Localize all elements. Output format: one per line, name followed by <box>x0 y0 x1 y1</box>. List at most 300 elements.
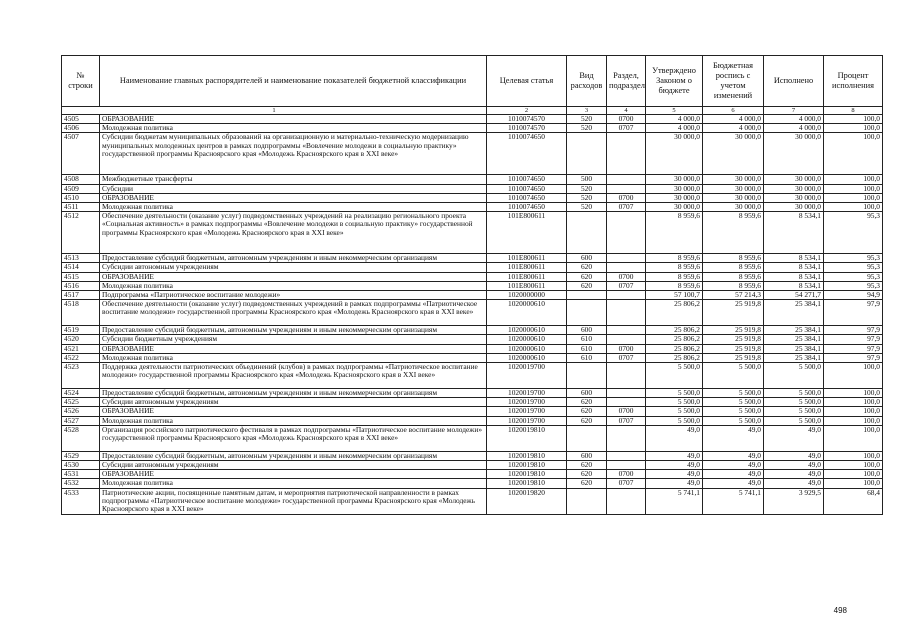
table-row <box>62 416 883 425</box>
execution-percent: 97,9 <box>824 335 883 344</box>
executed-amount: 3 929,5 <box>764 488 824 514</box>
table-row <box>62 407 883 416</box>
executed-amount: 49,0 <box>764 470 824 479</box>
table-row <box>62 212 883 254</box>
expense-type: 620 <box>567 407 607 416</box>
target-article: 1020019700 <box>487 363 567 389</box>
expense-type: 620 <box>567 398 607 407</box>
execution-percent: 100,0 <box>824 451 883 460</box>
approved-amount: 49,0 <box>646 470 703 479</box>
row-name: Субсидии бюджетным учреждениям <box>100 335 487 344</box>
target-article: 1020019700 <box>487 389 567 398</box>
schedule-amount: 25 919,8 <box>703 344 764 353</box>
row-name: ОБРАЗОВАНИЕ <box>100 272 487 281</box>
executed-amount: 5 500,0 <box>764 407 824 416</box>
schedule-amount: 30 000,0 <box>703 175 764 184</box>
row-name: ОБРАЗОВАНИЕ <box>100 115 487 124</box>
approved-amount: 30 000,0 <box>646 193 703 202</box>
expense-type: 600 <box>567 389 607 398</box>
schedule-amount: 5 500,0 <box>703 416 764 425</box>
section-code: 0700 <box>607 115 646 124</box>
schedule-amount: 49,0 <box>703 461 764 470</box>
row-name: ОБРАЗОВАНИЕ <box>100 470 487 479</box>
executed-amount: 4 000,0 <box>764 124 824 133</box>
execution-percent: 97,9 <box>824 353 883 362</box>
row-name: Предоставление субсидий бюджетным, автономным учреждениям и иным некоммерческим организациям <box>100 326 487 335</box>
execution-percent: 95,3 <box>824 263 883 272</box>
expense-type: 620 <box>567 416 607 425</box>
row-name: Субсидии автономным учреждениям <box>100 398 487 407</box>
page-number: 498 <box>833 606 847 615</box>
target-article: 1020000610 <box>487 344 567 353</box>
row-name: Обеспечение деятельности (оказание услуг) подведомственных учреждений в рамках подпрограммы «Патриотическое воспитание молодежи» государственной программы Красноярского края «Молодежь Красноярского края в XXI веке» <box>100 300 487 326</box>
expense-type: 520 <box>567 115 607 124</box>
execution-percent: 100,0 <box>824 363 883 389</box>
column-number: 4 <box>607 107 646 115</box>
target-article: 1020019700 <box>487 407 567 416</box>
table-row <box>62 300 883 326</box>
executed-amount: 25 384,1 <box>764 300 824 326</box>
target-article: 1020019700 <box>487 416 567 425</box>
expense-type: 610 <box>567 353 607 362</box>
schedule-amount: 30 000,0 <box>703 184 764 193</box>
execution-percent: 100,0 <box>824 425 883 451</box>
row-number: 4530 <box>62 461 100 470</box>
schedule-amount: 25 919,8 <box>703 335 764 344</box>
schedule-amount: 8 959,6 <box>703 263 764 272</box>
schedule-amount: 25 919,8 <box>703 353 764 362</box>
approved-amount: 5 500,0 <box>646 398 703 407</box>
executed-amount: 30 000,0 <box>764 184 824 193</box>
row-name: Межбюджетные трансферты <box>100 175 487 184</box>
executed-amount: 5 500,0 <box>764 389 824 398</box>
table-row <box>62 488 883 514</box>
expense-type: 620 <box>567 470 607 479</box>
execution-percent: 100,0 <box>824 416 883 425</box>
approved-amount: 8 959,6 <box>646 272 703 281</box>
section-code: 0700 <box>607 193 646 202</box>
execution-percent: 100,0 <box>824 470 883 479</box>
schedule-amount: 5 500,0 <box>703 363 764 389</box>
executed-amount: 30 000,0 <box>764 203 824 212</box>
target-article: 101E800611 <box>487 272 567 281</box>
section-code <box>607 335 646 344</box>
table-row <box>62 184 883 193</box>
approved-amount: 49,0 <box>646 451 703 460</box>
execution-percent: 95,3 <box>824 281 883 290</box>
expense-type: 620 <box>567 272 607 281</box>
approved-amount: 25 806,2 <box>646 335 703 344</box>
expense-type: 500 <box>567 175 607 184</box>
section-code <box>607 461 646 470</box>
target-article: 101E800611 <box>487 254 567 263</box>
row-number: 4511 <box>62 203 100 212</box>
schedule-amount: 57 214,3 <box>703 291 764 300</box>
approved-amount: 5 500,0 <box>646 416 703 425</box>
section-code <box>607 300 646 326</box>
executed-amount: 30 000,0 <box>764 193 824 202</box>
table-row <box>62 461 883 470</box>
row-number: 4518 <box>62 300 100 326</box>
table-row <box>62 124 883 133</box>
header-target-article: Целевая статья <box>487 56 567 107</box>
executed-amount: 4 000,0 <box>764 115 824 124</box>
approved-amount: 49,0 <box>646 479 703 488</box>
executed-amount: 30 000,0 <box>764 175 824 184</box>
expense-type: 520 <box>567 193 607 202</box>
row-number: 4515 <box>62 272 100 281</box>
table-row <box>62 470 883 479</box>
schedule-amount: 25 919,8 <box>703 326 764 335</box>
execution-percent: 95,3 <box>824 254 883 263</box>
section-code: 0707 <box>607 281 646 290</box>
section-code: 0707 <box>607 479 646 488</box>
table-row <box>62 479 883 488</box>
section-code <box>607 363 646 389</box>
executed-amount: 30 000,0 <box>764 133 824 175</box>
table-row <box>62 326 883 335</box>
schedule-amount: 49,0 <box>703 451 764 460</box>
row-name: Молодежная политика <box>100 124 487 133</box>
section-code: 0707 <box>607 203 646 212</box>
header-percent: Процент исполнения <box>824 56 883 107</box>
row-number: 4526 <box>62 407 100 416</box>
section-code: 0700 <box>607 344 646 353</box>
row-number: 4516 <box>62 281 100 290</box>
schedule-amount: 4 000,0 <box>703 115 764 124</box>
approved-amount: 4 000,0 <box>646 115 703 124</box>
execution-percent: 97,9 <box>824 344 883 353</box>
table-row <box>62 175 883 184</box>
table-row <box>62 335 883 344</box>
row-name: Молодежная политика <box>100 353 487 362</box>
expense-type: 620 <box>567 479 607 488</box>
target-article: 1020000610 <box>487 300 567 326</box>
section-code <box>607 326 646 335</box>
executed-amount: 5 500,0 <box>764 398 824 407</box>
section-code: 0700 <box>607 470 646 479</box>
row-number: 4532 <box>62 479 100 488</box>
table-row <box>62 272 883 281</box>
target-article: 1010074650 <box>487 184 567 193</box>
executed-amount: 5 500,0 <box>764 363 824 389</box>
target-article: 1010074650 <box>487 193 567 202</box>
header-row <box>62 56 883 107</box>
row-number: 4529 <box>62 451 100 460</box>
row-number: 4519 <box>62 326 100 335</box>
approved-amount: 49,0 <box>646 461 703 470</box>
schedule-amount: 25 919,8 <box>703 300 764 326</box>
execution-percent: 100,0 <box>824 389 883 398</box>
executed-amount: 8 534,1 <box>764 281 824 290</box>
column-number: 2 <box>487 107 567 115</box>
execution-percent: 100,0 <box>824 133 883 175</box>
approved-amount: 8 959,6 <box>646 212 703 254</box>
execution-percent: 100,0 <box>824 124 883 133</box>
row-name: Предоставление субсидий бюджетным, автономным учреждениям и иным некоммерческим организациям <box>100 254 487 263</box>
approved-amount: 5 500,0 <box>646 389 703 398</box>
approved-amount: 25 806,2 <box>646 326 703 335</box>
target-article: 1010074650 <box>487 203 567 212</box>
executed-amount: 25 384,1 <box>764 344 824 353</box>
section-code: 0700 <box>607 272 646 281</box>
approved-amount: 30 000,0 <box>646 175 703 184</box>
expense-type: 600 <box>567 254 607 263</box>
table-row <box>62 115 883 124</box>
target-article: 1020019820 <box>487 488 567 514</box>
expense-type <box>567 488 607 514</box>
target-article: 1010074570 <box>487 115 567 124</box>
row-name: Предоставление субсидий бюджетным, автономным учреждениям и иным некоммерческим организациям <box>100 389 487 398</box>
row-name: Обеспечение деятельности (оказание услуг) подведомственных учреждений на реализацию регионального проекта «Социальная активность» в рамках подпрограммы «Вовлечение молодежи в социальную практику» государственной программы Красноярского края «Молодежь Красноярского края в XXI веке» <box>100 212 487 254</box>
schedule-amount: 5 500,0 <box>703 389 764 398</box>
row-number: 4506 <box>62 124 100 133</box>
row-name: ОБРАЗОВАНИЕ <box>100 193 487 202</box>
execution-percent: 68,4 <box>824 488 883 514</box>
approved-amount: 5 741,1 <box>646 488 703 514</box>
target-article: 1020019810 <box>487 461 567 470</box>
executed-amount: 25 384,1 <box>764 326 824 335</box>
executed-amount: 49,0 <box>764 425 824 451</box>
target-article: 1020019810 <box>487 470 567 479</box>
expense-type: 610 <box>567 335 607 344</box>
row-name: ОБРАЗОВАНИЕ <box>100 407 487 416</box>
section-code: 0700 <box>607 407 646 416</box>
target-article: 1020019810 <box>487 479 567 488</box>
row-number: 4531 <box>62 470 100 479</box>
section-code <box>607 254 646 263</box>
row-number: 4527 <box>62 416 100 425</box>
schedule-amount: 49,0 <box>703 470 764 479</box>
header-budget-schedule: Бюджетная роспись с учетом изменений <box>703 56 764 107</box>
schedule-amount: 8 959,6 <box>703 281 764 290</box>
row-number: 4507 <box>62 133 100 175</box>
expense-type: 620 <box>567 461 607 470</box>
execution-percent: 100,0 <box>824 175 883 184</box>
execution-percent: 100,0 <box>824 407 883 416</box>
execution-percent: 97,9 <box>824 300 883 326</box>
approved-amount: 25 806,2 <box>646 344 703 353</box>
section-code <box>607 389 646 398</box>
target-article: 1020019810 <box>487 451 567 460</box>
column-number: 8 <box>824 107 883 115</box>
expense-type: 600 <box>567 326 607 335</box>
row-name: Организация российского патриотического фестиваля в рамках подпрограммы «Патриотическое воспитание молодежи» государственной программы Красноярского края «Молодежь Красноярского края в XXI веке» <box>100 425 487 451</box>
executed-amount: 5 500,0 <box>764 416 824 425</box>
target-article: 1010074650 <box>487 133 567 175</box>
executed-amount: 25 384,1 <box>764 353 824 362</box>
approved-amount: 8 959,6 <box>646 281 703 290</box>
column-number: 1 <box>62 107 487 115</box>
approved-amount: 8 959,6 <box>646 263 703 272</box>
expense-type <box>567 300 607 326</box>
row-name: Субсидии автономным учреждениям <box>100 263 487 272</box>
row-number: 4528 <box>62 425 100 451</box>
row-number: 4505 <box>62 115 100 124</box>
row-number: 4510 <box>62 193 100 202</box>
budget-table <box>61 55 883 515</box>
approved-amount: 25 806,2 <box>646 353 703 362</box>
table-row <box>62 425 883 451</box>
target-article: 1010074650 <box>487 175 567 184</box>
row-number: 4521 <box>62 344 100 353</box>
execution-percent: 95,3 <box>824 272 883 281</box>
section-code <box>607 175 646 184</box>
row-number: 4508 <box>62 175 100 184</box>
row-name: Субсидии <box>100 184 487 193</box>
expense-type: 620 <box>567 281 607 290</box>
section-code <box>607 488 646 514</box>
table-row <box>62 353 883 362</box>
executed-amount: 8 534,1 <box>764 263 824 272</box>
table-row <box>62 291 883 300</box>
expense-type: 620 <box>567 263 607 272</box>
executed-amount: 49,0 <box>764 461 824 470</box>
schedule-amount: 49,0 <box>703 425 764 451</box>
schedule-amount: 8 959,6 <box>703 272 764 281</box>
section-code <box>607 398 646 407</box>
table-row <box>62 203 883 212</box>
executed-amount: 54 271,7 <box>764 291 824 300</box>
row-number: 4524 <box>62 389 100 398</box>
executed-amount: 49,0 <box>764 451 824 460</box>
expense-type: 610 <box>567 344 607 353</box>
execution-percent: 95,3 <box>824 212 883 254</box>
target-article: 1020019700 <box>487 398 567 407</box>
expense-type: 520 <box>567 203 607 212</box>
expense-type <box>567 425 607 451</box>
target-article: 1010074570 <box>487 124 567 133</box>
row-name: Поддержка деятельности патриотических объединений (клубов) в рамках подпрограммы «Патриотическое воспитание молодежи» государственной программы Красноярского края «Молодежь Красноярского края в XXI веке» <box>100 363 487 389</box>
header-executed: Исполнено <box>764 56 824 107</box>
row-name: Подпрограмма «Патриотическое воспитание молодежи» <box>100 291 487 300</box>
table-row <box>62 281 883 290</box>
section-code <box>607 291 646 300</box>
row-name: Субсидии бюджетам муниципальных образований на организационную и материально-техническую модернизацию муниципальных молодежных центров в рамках подпрограммы «Вовлечение молодежи в социальную практику» государственной программы Красноярского края «Молодежь Красноярского края в XXI веке» <box>100 133 487 175</box>
schedule-amount: 5 741,1 <box>703 488 764 514</box>
execution-percent: 100,0 <box>824 461 883 470</box>
execution-percent: 100,0 <box>824 115 883 124</box>
schedule-amount: 5 500,0 <box>703 398 764 407</box>
column-number: 6 <box>703 107 764 115</box>
row-name: ОБРАЗОВАНИЕ <box>100 344 487 353</box>
schedule-amount: 8 959,6 <box>703 212 764 254</box>
execution-percent: 97,9 <box>824 326 883 335</box>
target-article: 1020000610 <box>487 326 567 335</box>
approved-amount: 5 500,0 <box>646 407 703 416</box>
header-approved: Утверждено Законом о бюджете <box>646 56 703 107</box>
row-name: Предоставление субсидий бюджетным, автономным учреждениям и иным некоммерческим организациям <box>100 451 487 460</box>
table-row <box>62 389 883 398</box>
target-article: 101E800611 <box>487 263 567 272</box>
header-name: Наименование главных распорядителей и наименование показателей бюджетной классификации <box>100 56 487 107</box>
section-code: 0707 <box>607 416 646 425</box>
approved-amount: 4 000,0 <box>646 124 703 133</box>
table-row <box>62 193 883 202</box>
schedule-amount: 30 000,0 <box>703 203 764 212</box>
row-number: 4520 <box>62 335 100 344</box>
row-name: Молодежная политика <box>100 479 487 488</box>
target-article: 1020000000 <box>487 291 567 300</box>
execution-percent: 94,9 <box>824 291 883 300</box>
executed-amount: 25 384,1 <box>764 335 824 344</box>
table-row <box>62 451 883 460</box>
expense-type: 520 <box>567 124 607 133</box>
row-number: 4533 <box>62 488 100 514</box>
schedule-amount: 49,0 <box>703 479 764 488</box>
section-code <box>607 133 646 175</box>
row-number: 4514 <box>62 263 100 272</box>
table-row <box>62 398 883 407</box>
section-code <box>607 263 646 272</box>
execution-percent: 100,0 <box>824 479 883 488</box>
target-article: 101E800611 <box>487 212 567 254</box>
section-code <box>607 184 646 193</box>
target-article: 1020019810 <box>487 425 567 451</box>
table-row <box>62 254 883 263</box>
table-row <box>62 363 883 389</box>
expense-type <box>567 291 607 300</box>
table-row <box>62 133 883 175</box>
table-row <box>62 263 883 272</box>
executed-amount: 8 534,1 <box>764 254 824 263</box>
execution-percent: 100,0 <box>824 203 883 212</box>
table-row <box>62 344 883 353</box>
row-number: 4523 <box>62 363 100 389</box>
table-body <box>62 115 883 515</box>
header-section: Раздел, подраздел <box>607 56 646 107</box>
approved-amount: 25 806,2 <box>646 300 703 326</box>
header-expense-type: Вид расходов <box>567 56 607 107</box>
approved-amount: 30 000,0 <box>646 184 703 193</box>
expense-type <box>567 212 607 254</box>
schedule-amount: 5 500,0 <box>703 407 764 416</box>
row-number: 4517 <box>62 291 100 300</box>
expense-type <box>567 133 607 175</box>
approved-amount: 49,0 <box>646 425 703 451</box>
target-article: 1020000610 <box>487 335 567 344</box>
schedule-amount: 4 000,0 <box>703 124 764 133</box>
schedule-amount: 30 000,0 <box>703 193 764 202</box>
executed-amount: 8 534,1 <box>764 212 824 254</box>
executed-amount: 8 534,1 <box>764 272 824 281</box>
row-name: Молодежная политика <box>100 203 487 212</box>
executed-amount: 49,0 <box>764 479 824 488</box>
schedule-amount: 30 000,0 <box>703 133 764 175</box>
approved-amount: 5 500,0 <box>646 363 703 389</box>
execution-percent: 100,0 <box>824 184 883 193</box>
execution-percent: 100,0 <box>824 398 883 407</box>
row-number: 4512 <box>62 212 100 254</box>
section-code: 0707 <box>607 124 646 133</box>
row-name: Молодежная политика <box>100 416 487 425</box>
approved-amount: 30 000,0 <box>646 203 703 212</box>
row-name: Патриотические акции, посвященные памятным датам, и мероприятия патриотической направленности в рамках подпрограммы «Патриотическое воспитание молодежи» государственной программы Красноярского края «Молодежь Красноярского края в XXI веке» <box>100 488 487 514</box>
section-code: 0707 <box>607 353 646 362</box>
schedule-amount: 8 959,6 <box>703 254 764 263</box>
section-code <box>607 425 646 451</box>
target-article: 101E800611 <box>487 281 567 290</box>
budget-sheet <box>61 55 882 515</box>
header-row-number: № строки <box>62 56 100 107</box>
approved-amount: 30 000,0 <box>646 133 703 175</box>
approved-amount: 8 959,6 <box>646 254 703 263</box>
row-number: 4509 <box>62 184 100 193</box>
target-article: 1020000610 <box>487 353 567 362</box>
column-number: 3 <box>567 107 607 115</box>
row-name: Субсидии автономным учреждениям <box>100 461 487 470</box>
expense-type <box>567 363 607 389</box>
